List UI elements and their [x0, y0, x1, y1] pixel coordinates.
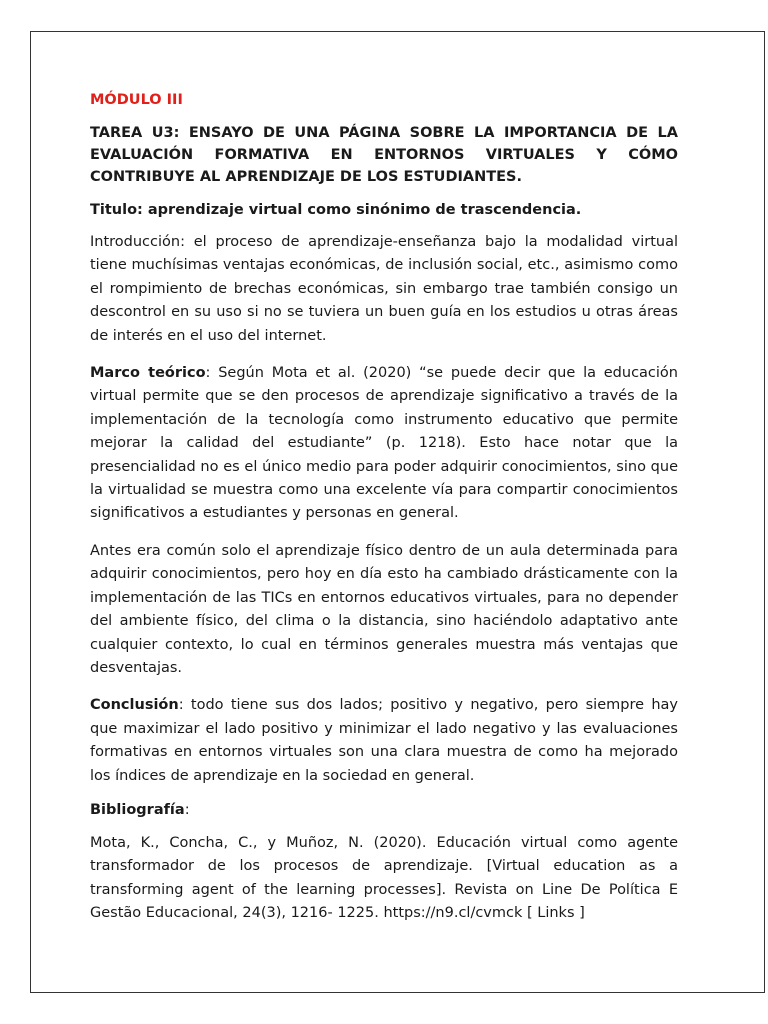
conclusion-text: : todo tiene sus dos lados; positivo y negativo, pero siempre hay que maximizar el lado positivo y minimizar el lado negativo y las evaluaciones formativas en entornos virtuales son una clara muestra de como ha mejorado los índices de aprendizaje en la sociedad en general. — [90, 697, 678, 784]
bibliography-label: Bibliografía — [90, 801, 185, 818]
bibliography-colon: : — [184, 801, 190, 818]
framework-label: Marco teórico — [90, 365, 206, 382]
module-heading: MÓDULO III — [90, 92, 183, 108]
bibliography-heading — [90, 802, 678, 818]
framework-paragraph — [90, 362, 678, 526]
bibliography-reference: Mota, K., Concha, C., y Muñoz, N. (2020). Educación virtual como agente transformador de los procesos de aprendizaje. [Virtual education as a transforming agent of the learning processes]. Revista on Line De Política E Gestão Educacional, 24(3), 1216- 1225. https://n9.cl/cvmck [ Links ] — [90, 834, 678, 922]
essay-title: Titulo: aprendizaje virtual como sinónimo de trascendencia. — [90, 202, 582, 218]
context-paragraph: Antes era común solo el aprendizaje físico dentro de un aula determinada para adquirir conocimientos, pero hoy en día esto ha cambiado drásticamente con la implementación de las TICs en entornos educativos virtuales, para no depender del ambiente físico, del clima o la distancia, sino haciéndolo adaptativo ante cualquier contexto, lo cual en términos generales muestra más ventajas que desventajas. — [90, 542, 678, 676]
document-body — [90, 92, 678, 940]
introduction-paragraph: Introducción: el proceso de aprendizaje-enseñanza bajo la modalidad virtual tiene muchísimas ventajas económicas, de inclusión social, etc., asimismo como el rompimiento de brechas económicas, sin embargo trae también consigo un descontrol en su uso si no se tuviera un buen guía en los estudios u otras áreas de interés en el uso del internet. — [90, 234, 678, 344]
task-heading: TAREA U3: ENSAYO DE UNA PÁGINA SOBRE LA IMPORTANCIA DE LA EVALUACIÓN FORMATIVA EN ENTORNOS VIRTUALES Y CÓMO CONTRIBUYE AL APRENDIZAJE DE LOS ESTUDIANTES. — [90, 125, 678, 185]
framework-text: : Según Mota et al. (2020) “se puede decir que la educación virtual permite que se den procesos de aprendizaje significativo a través de la implementación de la tecnología como instrumento educativo que permite mejorar la calidad del estudiante” (p. 1218). Esto hace notar que la presencialidad no es el único medio para poder adquirir conocimientos, sino que la virtualidad se muestra como una excelente vía para compartir conocimientos significativos a estudiantes y personas en general. — [90, 365, 678, 522]
conclusion-paragraph — [90, 694, 678, 788]
conclusion-label: Conclusión — [90, 697, 179, 714]
